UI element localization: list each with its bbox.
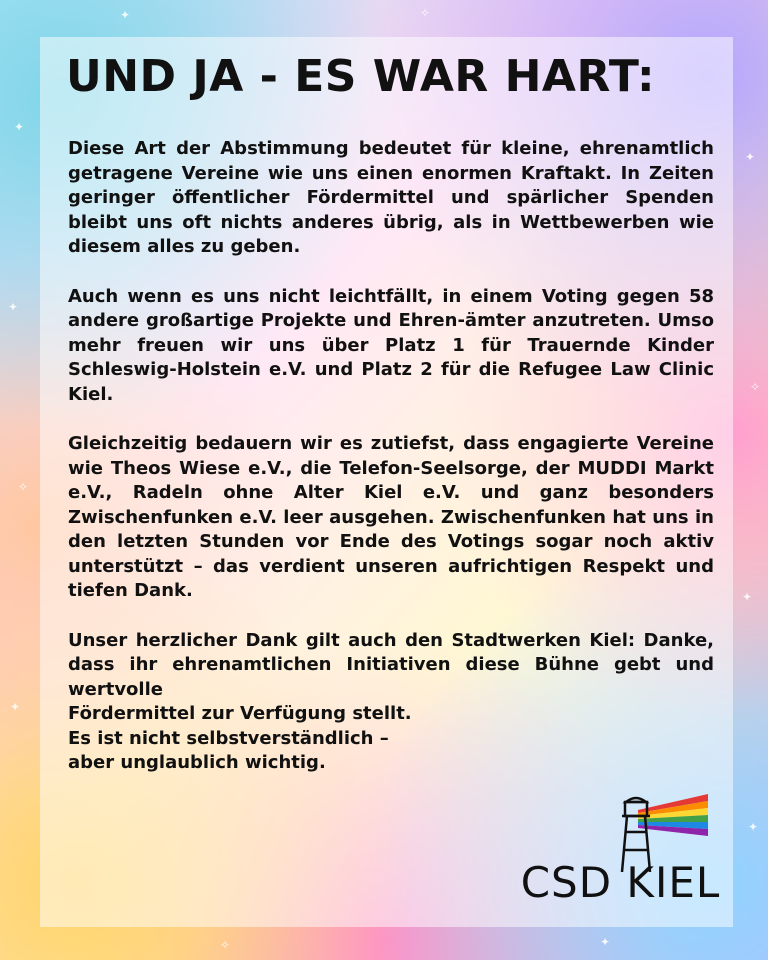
closing-line: aber unglaublich wichtig. (68, 752, 326, 773)
paragraph: Gleichzeitig bedauern wir es zutiefst, dass engagierte Vereine wie Theos Wiese e.V., die Telefon-Seelsorge, der MUDDI Markt e.V., Radeln ohne Alter Kiel e.V. und ganz besonders Zwischenfunken e.V. leer ausgehen. Zwischenfunken hat uns in den letzten Stunden vor Ende des Votings sogar noch aktiv unterstützt – das verdient unseren aufrichtigen Respekt und tiefen Dank. (68, 433, 714, 601)
closing-line: Es ist nicht selbstverständlich – (68, 727, 389, 749)
body-text (68, 137, 714, 776)
paragraph: Auch wenn es uns nicht leichtfällt, in einem Voting gegen 58 andere großartige Projekte und Ehren-ämter anzutreten. Umso mehr freuen wir uns über Platz 1 für Trauernde Kinder Schleswig-Holstein e.V. und Platz 2 für die Refugee Law Clinic Kiel. (68, 285, 714, 405)
paragraph: Unser herzlicher Dank gilt auch den Stadtwerken Kiel: Danke, dass ihr ehrenamtlichen Initiativen diese Bühne gebt und wertvolle (68, 629, 714, 700)
paragraph: Diese Art der Abstimmung bedeutet für kleine, ehrenamtlich getragene Vereine wie uns einen enormen Kraftakt. In Zeiten geringer öffentlicher Fördermittel und spärlicher Spenden bleibt uns oft nichts anderes übrig, als in Wettbewerben wie diesem alles zu geben. (68, 138, 714, 257)
page-title: UND JA - ES WAR HART: (66, 51, 656, 102)
csd-kiel-logo (518, 792, 723, 917)
closing-lines (68, 702, 458, 776)
closing-line: Fördermittel zur Verfügung stellt. (68, 703, 412, 724)
logo-text: CSD KIEL (520, 858, 721, 907)
content-card (40, 37, 733, 927)
